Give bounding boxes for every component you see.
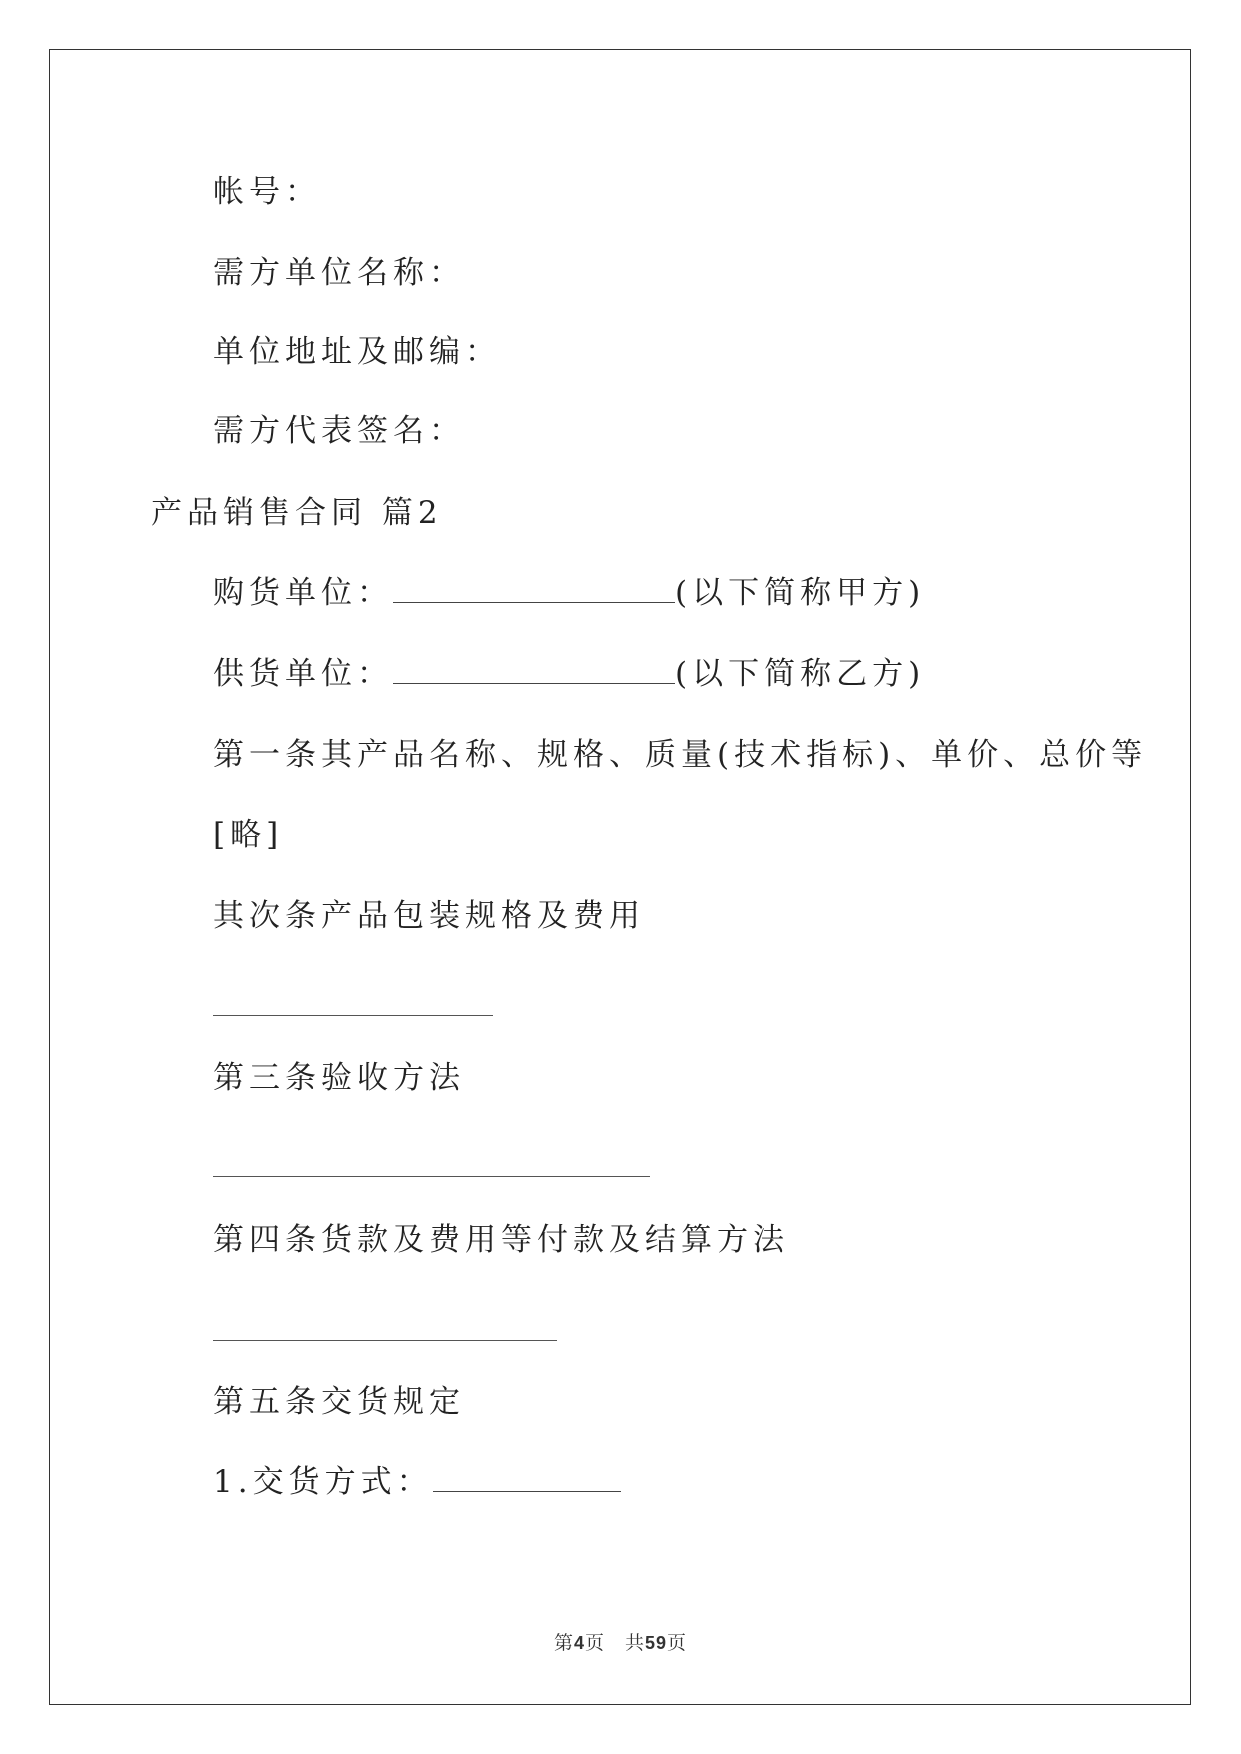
article-3 — [213, 1060, 465, 1096]
buyer-rep-signature-line — [213, 413, 465, 449]
buyer-rep-signature-label: 需方代表签名： — [213, 413, 465, 449]
footer-prefix: 第 — [553, 1632, 574, 1654]
section-title-text: 产品销售合同 篇2 — [151, 495, 443, 531]
section-title — [151, 495, 443, 531]
article-2-blank-line — [213, 1015, 493, 1016]
footer-page-total: 59 — [645, 1633, 668, 1653]
address-zip-line — [213, 334, 501, 370]
article-4-blank-line — [213, 1340, 557, 1341]
supplier-label: 供货单位： — [213, 656, 393, 692]
page-footer — [0, 1628, 1241, 1655]
address-zip-label: 单位地址及邮编： — [213, 334, 501, 370]
article-3-blank-line — [213, 1176, 650, 1177]
item-1-label: 1.交货方式： — [213, 1464, 433, 1500]
purchaser-note: (以下简称甲方) — [675, 575, 926, 611]
article-3-text: 第三条验收方法 — [213, 1060, 465, 1096]
page-border — [49, 49, 1191, 1705]
footer-suffix: 页 — [667, 1632, 688, 1654]
purchaser-line — [213, 575, 926, 611]
supplier-note: (以下简称乙方) — [675, 656, 926, 692]
article-1-text: 第一条其产品名称、规格、质量(技术指标)、单价、总价等 — [213, 737, 1148, 773]
article-2 — [213, 898, 645, 934]
article-5 — [213, 1384, 465, 1420]
article-1-continued — [213, 817, 284, 853]
purchaser-blank — [393, 601, 675, 603]
supplier-line — [213, 656, 926, 692]
article-1-continued-text: [略] — [213, 817, 284, 853]
article-4 — [213, 1222, 789, 1258]
article-5-text: 第五条交货规定 — [213, 1384, 465, 1420]
article-2-text: 其次条产品包装规格及费用 — [213, 898, 645, 934]
buyer-unit-name-line — [213, 255, 465, 291]
item-1 — [213, 1464, 621, 1500]
account-line — [213, 174, 321, 210]
footer-mid: 页 共 — [584, 1632, 645, 1654]
article-4-text: 第四条货款及费用等付款及结算方法 — [213, 1222, 789, 1258]
supplier-blank — [393, 682, 675, 684]
account-label: 帐号： — [213, 174, 321, 210]
article-1 — [213, 737, 1148, 773]
purchaser-label: 购货单位： — [213, 575, 393, 611]
buyer-unit-name-label: 需方单位名称： — [213, 255, 465, 291]
item-1-blank — [433, 1490, 621, 1492]
footer-page-current: 4 — [573, 1633, 585, 1653]
